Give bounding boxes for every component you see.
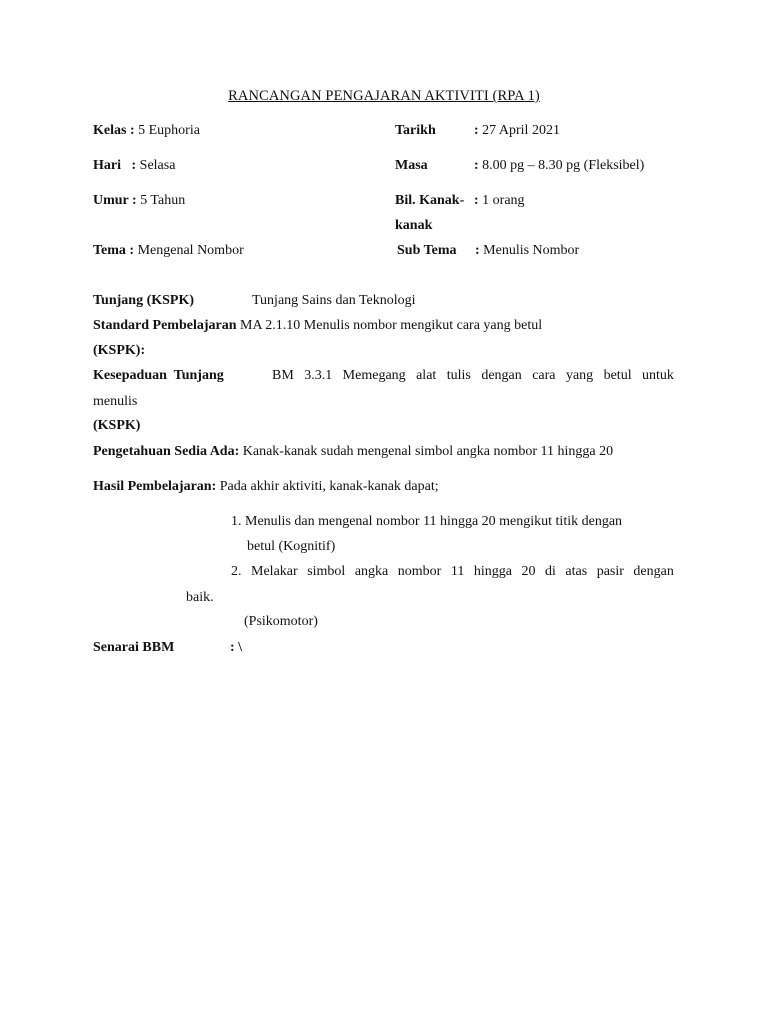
kesepaduan-value-word: Memegang <box>342 368 406 383</box>
hasil-item-2-word: angka <box>354 564 389 579</box>
tema-value: Mengenal Nombor <box>137 243 244 258</box>
hasil-item-2-word: pasir <box>596 564 624 579</box>
kesepaduan-value-word: BM <box>272 368 294 383</box>
hasil-item-2-word: di <box>545 564 556 579</box>
hasil-item-2-word: simbol <box>307 564 346 579</box>
bil-kanak-value: : 1 orang <box>474 193 525 208</box>
hasil-item-2-word: atas <box>565 564 588 579</box>
senarai-label: Senarai BBM <box>93 640 175 655</box>
kesepaduan-value-word: alat <box>416 368 437 383</box>
hasil-value: Pada akhir aktiviti, kanak-kanak dapat; <box>219 479 439 494</box>
kesepaduan-label-cont: (KSPK) <box>93 418 141 433</box>
kesepaduan-value-word: yang <box>565 368 594 383</box>
sub-tema-value: : Menulis Nombor <box>475 243 580 258</box>
hasil-item-2-domain: (Psikomotor) <box>244 614 318 629</box>
tunjang-value: Tunjang Sains dan Teknologi <box>252 293 416 308</box>
hasil-field <box>93 478 439 496</box>
tarikh-value: : 27 April 2021 <box>474 123 560 138</box>
masa-value: : 8.00 pg – 8.30 pg (Fleksibel) <box>474 158 645 173</box>
hari-value: Selasa <box>139 158 176 173</box>
hari-field <box>93 157 175 175</box>
pengetahuan-value: Kanak-kanak sudah mengenal simbol angka nombor 11 hingga 20 <box>242 444 614 459</box>
hasil-item-2-word: hingga <box>473 564 512 579</box>
kesepaduan-value-cont: menulis <box>93 394 138 409</box>
hasil-item-2-word: 2. <box>231 564 242 579</box>
kesepaduan-value <box>272 367 674 385</box>
hasil-item-2-word: nombor <box>397 564 442 579</box>
hasil-item-1-cont: betul (Kognitif) <box>247 539 336 554</box>
kelas-value: 5 Euphoria <box>138 123 200 138</box>
kesepaduan-value-word: cara <box>532 368 556 383</box>
tema-label: Tema : <box>93 243 135 258</box>
pengetahuan-field <box>93 443 613 461</box>
sub-tema-label: Sub Tema <box>397 243 457 258</box>
kesepaduan-value-word: untuk <box>642 368 674 383</box>
kesepaduan-value-word: tulis <box>446 368 471 383</box>
hasil-item-2-word: Melakar <box>251 564 298 579</box>
hasil-item-2-cont: baik. <box>186 590 214 605</box>
standard-value: MA 2.1.10 Menulis nombor mengikut cara yang betul <box>240 318 543 333</box>
hasil-item-1: 1. Menulis dan mengenal nombor 11 hingga 20 mengikut titik dengan <box>231 514 623 529</box>
umur-value: 5 Tahun <box>140 193 186 208</box>
standard-label-cont: (KSPK): <box>93 343 146 358</box>
hasil-item-2 <box>231 563 674 581</box>
bil-kanak-label: Bil. Kanak- <box>395 193 465 208</box>
bil-kanak-label-cont: kanak <box>395 218 433 233</box>
hari-label: Hari : <box>93 158 137 173</box>
kesepaduan-value-word: betul <box>603 368 632 383</box>
kelas-label: Kelas : <box>93 123 135 138</box>
standard-field <box>93 317 542 335</box>
tarikh-label: Tarikh <box>395 123 436 138</box>
tunjang-label: Tunjang (KSPK) <box>93 293 195 308</box>
kesepaduan-value-word: dengan <box>481 368 522 383</box>
kesepaduan-value-word: 3.3.1 <box>304 368 333 383</box>
hasil-item-2-word: dengan <box>633 564 674 579</box>
pengetahuan-label: Pengetahuan Sedia Ada: <box>93 444 240 459</box>
hasil-item-2-word: 11 <box>450 564 465 579</box>
kesepaduan-label: Kesepaduan Tunjang <box>93 368 224 383</box>
tema-field <box>93 242 244 260</box>
kelas-field <box>93 122 200 140</box>
senarai-value: : \ <box>230 640 243 655</box>
standard-label: Standard Pembelajaran <box>93 318 237 333</box>
umur-label: Umur : <box>93 193 137 208</box>
document-title: RANCANGAN PENGAJARAN AKTIVITI (RPA 1) <box>228 88 540 104</box>
hasil-item-2-word: 20 <box>521 564 536 579</box>
masa-label: Masa <box>395 158 428 173</box>
umur-field <box>93 192 185 210</box>
hasil-label: Hasil Pembelajaran: <box>93 479 217 494</box>
